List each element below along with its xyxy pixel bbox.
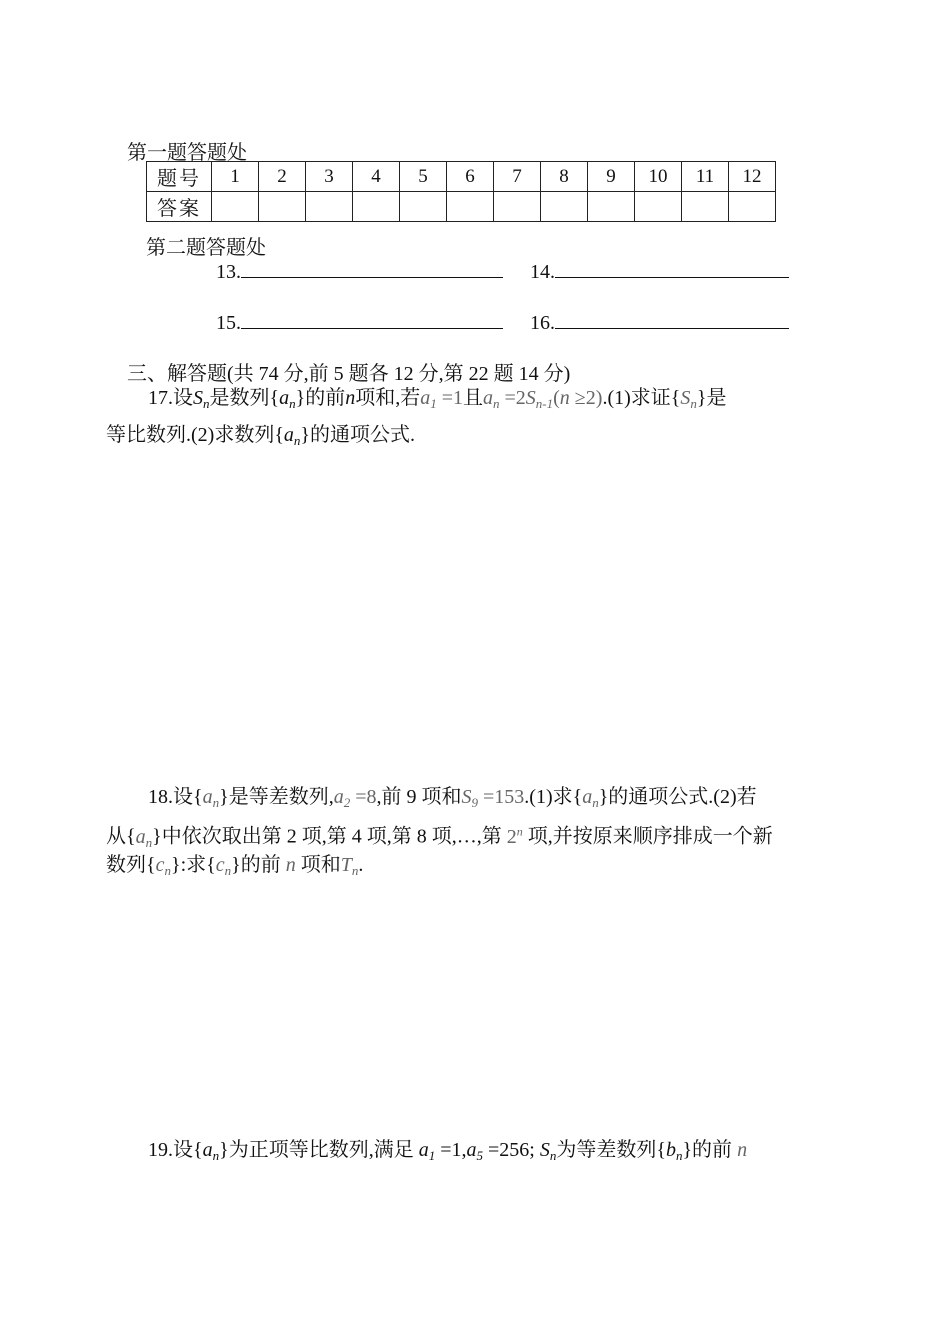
formula-s9: $S_9 =153$ [461, 786, 525, 810]
q-number-10: 10 [635, 162, 682, 192]
q17-text: }的通项公式. [300, 424, 416, 446]
blank-label-13: 13. [216, 261, 241, 283]
formula-a1-eq-1: $a_1 =1$ [420, 387, 463, 411]
q17-text: 项和,若 [355, 387, 421, 409]
q17-number: 17. [148, 387, 173, 409]
blank-label-15: 15. [216, 312, 241, 334]
blank-label-14: 14. [530, 261, 555, 283]
answer-cell[interactable] [306, 192, 353, 222]
answer-cell[interactable] [447, 192, 494, 222]
q-number-11: 11 [682, 162, 729, 192]
section2-header: 第二题答题处 [146, 237, 266, 259]
q-number-7: 7 [494, 162, 541, 192]
answer-cell[interactable] [682, 192, 729, 222]
q18-text: }的通项公式.(2)若 [598, 786, 757, 808]
blank-15[interactable] [216, 308, 503, 335]
answer-cell[interactable] [259, 192, 306, 222]
q19-text: ; [529, 1139, 535, 1161]
q17-text: }是 [696, 387, 727, 409]
answer-cell[interactable] [729, 192, 776, 222]
q19-line1: 19.设$\{a_n\}$为正项等比数列,满足 $a_1 =1,a_5 =256$; $S_n$为等差数列$\{b_n\}$的前 n [148, 1139, 748, 1163]
section3-header: 三、解答题(共 74 分,前 5 题各 12 分,第 22 题 14 分) [127, 363, 571, 385]
q17-text: 且 [463, 387, 483, 409]
q19-text: }为正项等比数列,满足 [219, 1139, 414, 1161]
blank-14[interactable] [530, 257, 789, 284]
answer-cell[interactable] [541, 192, 588, 222]
q18-text: .(1)求{ [524, 786, 583, 808]
q-number-12: 12 [729, 162, 776, 192]
blank-line-16[interactable] [555, 308, 789, 329]
row-label-number: 题号 [147, 162, 212, 192]
q18-text: ,前 9 项和 [376, 786, 462, 808]
q19-text: 为等差数列{ [556, 1139, 666, 1161]
blank-line-14[interactable] [555, 257, 789, 278]
q-number-9: 9 [588, 162, 635, 192]
q-number-8: 8 [541, 162, 588, 192]
q-number-6: 6 [447, 162, 494, 192]
q17-text: 设 [173, 387, 193, 409]
q-number-3: 3 [306, 162, 353, 192]
q18-line3: 数列$\{c_n\}$:求$\{c_n\}$的前 n 项和$T_n$. [106, 854, 364, 878]
answer-cell[interactable] [588, 192, 635, 222]
formula-a2-eq-8: $a_2 =8$ [333, 786, 377, 810]
q18-text: 项,并按原来顺序排成一个新 [527, 825, 773, 848]
blank-line-13[interactable] [241, 257, 503, 278]
q18-text: }:求{ [171, 854, 216, 876]
answer-table [146, 161, 776, 222]
q-number-2: 2 [259, 162, 306, 192]
q18-text: 设{ [173, 786, 203, 808]
row-label-answer: 答案 [147, 192, 212, 222]
q17-line1: 17.设$S_n$是数列$\{a_n\}$的前n项和,若$a_1 =1$且$a_n =2S_{n-1}(n \ge 2).(1)$求证$\{S_n\}$是 [148, 387, 727, 411]
q18-text: 从{ [106, 825, 136, 848]
answer-cell[interactable] [635, 192, 682, 222]
q-number-1: 1 [212, 162, 259, 192]
answer-cell[interactable] [212, 192, 259, 222]
q17-text: 是数列{ [209, 387, 280, 409]
blank-line-15[interactable] [241, 308, 503, 329]
q18-text: . [358, 854, 364, 876]
q19-number: 19. [148, 1139, 173, 1161]
formula-recurrence: $a_n =2S_{n-1}(n \ge 2)$ [483, 387, 603, 411]
answer-cell[interactable] [400, 192, 447, 222]
answer-cell[interactable] [494, 192, 541, 222]
table-row-number [147, 162, 776, 192]
q18-text: }的前 [231, 854, 281, 876]
blank-16[interactable] [530, 308, 789, 335]
formula-2-pow-n: 2$^n$ [501, 824, 523, 848]
q17-line2: 等比数列.(2)求数列$\{a_n\}$的通项公式. [106, 424, 416, 448]
answer-cell[interactable] [353, 192, 400, 222]
formula-a1-a5: $a_1 =1,a_5 =256$ [418, 1139, 530, 1163]
q-number-4: 4 [353, 162, 400, 192]
q18-text: }中依次取出第 2 项,第 4 项,第 8 项,…,第 [152, 825, 502, 848]
q18-text: 数列{ [106, 854, 156, 876]
q19-text: }的前 [682, 1139, 733, 1161]
q17-text: .(1)求证{ [602, 387, 681, 409]
q18-line1: 18.设$\{a_n\}$是等差数列$,a_2 =8$,前 9 项和$S_9 =153.(1)$求$\{a_n\}$的通项公式.(2)若 [148, 786, 757, 810]
q18-line2: 从$\{a_n\}$中依次取出第 2 项,第 4 项,第 8 项,…,第 2$^n$ 项,并按原来顺序排成一个新 [106, 824, 773, 850]
section1-header: 第一题答题处 [127, 142, 247, 164]
q17-text: 等比数列.(2)求数列{ [106, 424, 284, 446]
q18-text: }是等差数列, [219, 786, 334, 808]
q17-text: }的前 [295, 387, 346, 409]
q19-text: 设{ [173, 1139, 203, 1161]
q18-number: 18. [148, 786, 173, 808]
blank-label-16: 16. [530, 312, 555, 334]
table-row-answer [147, 192, 776, 222]
q-number-5: 5 [400, 162, 447, 192]
q18-text: 项和 [300, 854, 341, 876]
blank-13[interactable] [216, 257, 503, 284]
